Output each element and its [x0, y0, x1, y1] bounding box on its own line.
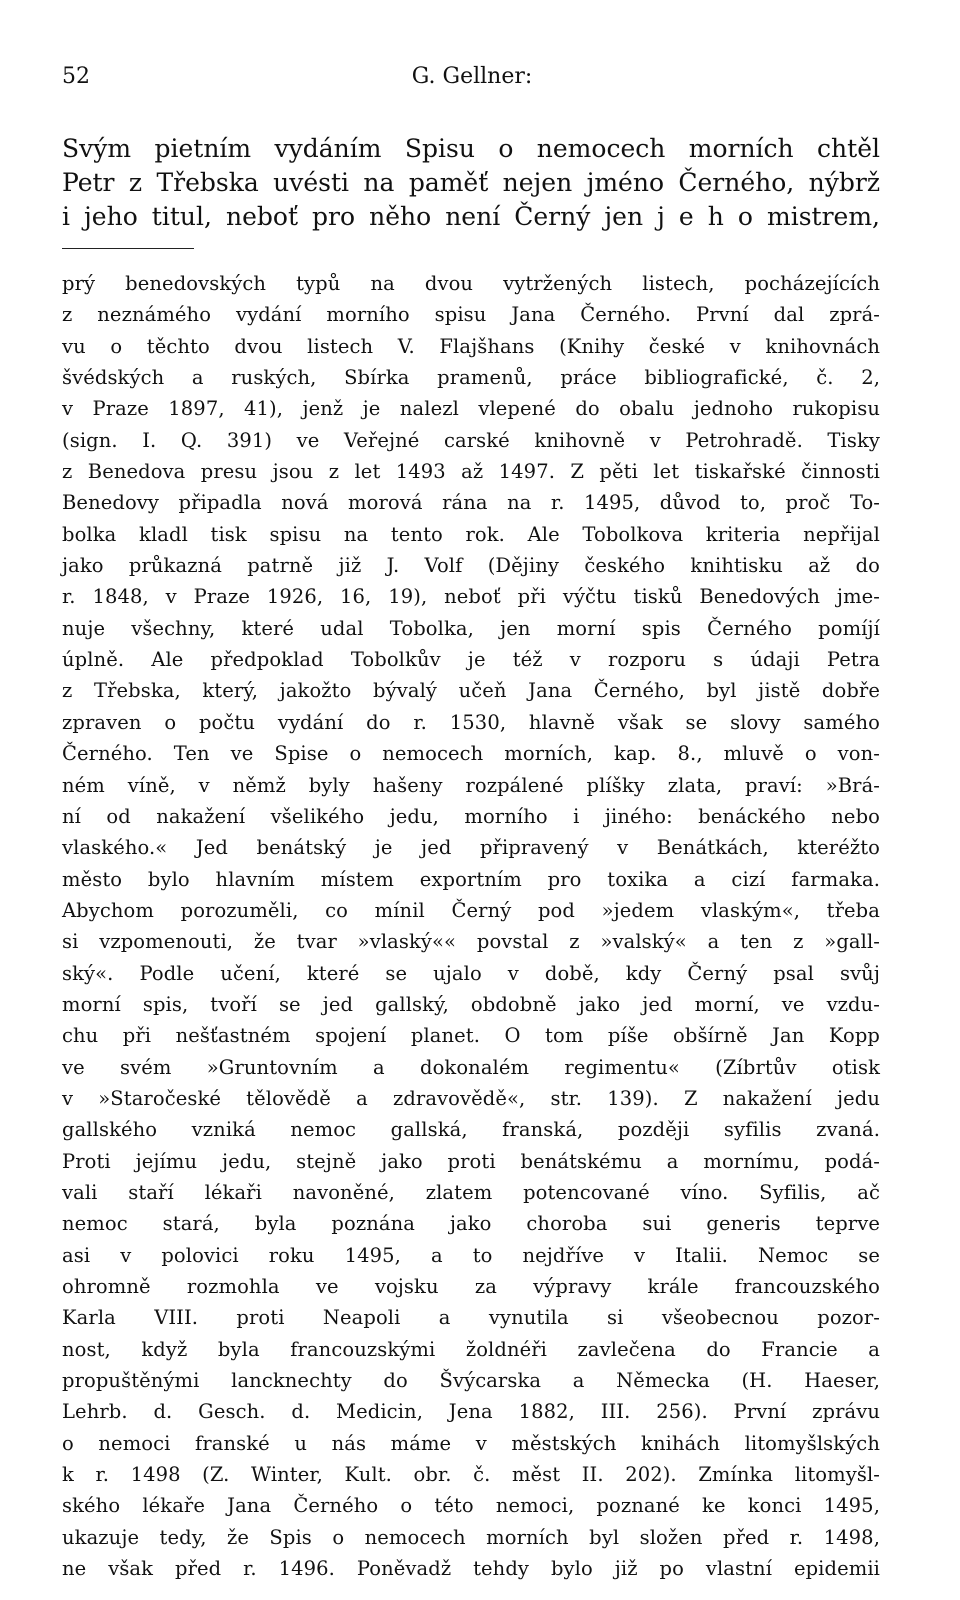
footnote-line: v Praze 1897, 41), jenž je nalezl vlepené do obalu jednoho rukopisu: [62, 397, 880, 421]
footnote-divider: [62, 248, 194, 249]
footnote-line: nemoc stará, byla poznána jako choroba sui generis teprve: [62, 1212, 880, 1236]
footnote-line: si vzpomenouti, že tvar »vlaský«« povstal z »valský« a ten z »gall-: [62, 930, 880, 954]
running-head: G. Gellner:: [411, 64, 533, 89]
main-text-line: Petr z Třebska uvésti na paměť nejen jméno Černého, nýbrž: [62, 168, 880, 197]
footnote-line: chu při nešťastném spojení planet. O tom píše obšírně Jan Kopp: [62, 1024, 880, 1048]
footnote-line: (sign. I. Q. 391) ve Veřejné carské knihovně v Petrohradě. Tisky: [62, 428, 880, 452]
footnote-line: ukazuje tedy, že Spis o nemocech morních byl složen před r. 1498,: [62, 1525, 880, 1549]
footnote-line: Karla VIII. proti Neapoli a vynutila si všeobecnou pozor-: [62, 1306, 880, 1330]
footnote-line: propuštěnými lancknechty do Švýcarska a Německa (H. Haeser,: [62, 1369, 880, 1393]
footnote-line: Lehrb. d. Gesch. d. Medicin, Jena 1882, III. 256). První zprávu: [62, 1400, 880, 1424]
footnote-line: v »Staročeské tělovědě a zdravovědě«, str. 139). Z nakažení jedu: [62, 1086, 880, 1110]
footnote-line: ném víně, v němž byly hašeny rozpálené plíšky zlata, praví: »Brá-: [62, 773, 880, 797]
footnote-line: zpraven o počtu vydání do r. 1530, hlavně však se slovy samého: [62, 710, 880, 734]
footnote-line: ne však před r. 1496. Poněvadž tehdy bylo již po vlastní epidemii: [62, 1557, 880, 1581]
page-header: [62, 62, 882, 92]
footnote-line: Abychom porozuměli, co mínil Černý pod »jedem vlaským«, třeba: [62, 898, 880, 922]
footnote-line: Černého. Ten ve Spise o nemocech morních, kap. 8., mluvě o von-: [62, 742, 880, 766]
footnote-line: asi v polovici roku 1495, a to nejdříve v Italii. Nemoc se: [62, 1243, 880, 1267]
footnote-line: k r. 1498 (Z. Winter, Kult. obr. č. měst II. 202). Zmínka litomyšl-: [62, 1463, 880, 1487]
footnote-line: o nemoci franské u nás máme v městských knihách litomyšlských: [62, 1431, 880, 1455]
footnote-line: prý benedovských typů na dvou vytržených listech, pocházejících: [62, 272, 880, 295]
footnote-line: švédských a ruských, Sbírka pramenů, práce bibliografické, č. 2,: [62, 366, 880, 390]
page-number: 52: [62, 64, 90, 89]
footnote-line: ohromně rozmohla ve vojsku za výpravy krále francouzského: [62, 1275, 880, 1298]
footnote-line: ní od nakažení všelikého jedu, morního i jiného: benáckého nebo: [62, 804, 880, 828]
footnote-line: z Třebska, který, jakožto bývalý učeň Jana Černého, byl jistě dobře: [62, 679, 880, 703]
footnote-line: ského lékaře Jana Černého o této nemoci, poznané ke konci 1495,: [62, 1494, 880, 1518]
footnote-line: bolka kladl tisk spisu na tento rok. Ale Tobolkova kriteria nepřijal: [62, 522, 880, 546]
footnote-line: ský«. Podle učení, které se ujalo v době, kdy Černý psal svůj: [62, 961, 880, 985]
main-text-line: i jeho titul, neboť pro něho není Černý jen j e h o mistrem,: [62, 202, 880, 231]
footnote-line: nost, když byla francouzskými žoldnéři zavlečena do Francie a: [62, 1337, 880, 1361]
footnote-line: jako průkazná patrně již J. Volf (Dějiny českého knihtisku až do: [62, 554, 880, 578]
footnote-block: [62, 268, 880, 1584]
footnote-line: z neznámého vydání morního spisu Jana Černého. První dal zprá-: [62, 303, 880, 327]
footnote-line: nuje všechny, které udal Tobolka, jen morní spis Černého pomíjí: [62, 616, 880, 640]
footnote-line: vali staří lékaři navoněné, zlatem potencované víno. Syfilis, ač: [62, 1180, 880, 1204]
footnote-line: z Benedova presu jsou z let 1493 až 1497. Z pěti let tiskařské činnosti: [62, 460, 880, 484]
footnote-line: úplně. Ale předpoklad Tobolkův je též v rozporu s údaji Petra: [62, 648, 880, 672]
footnote-line: morní spis, tvoří se jed gallský, obdobně jako jed morní, ve vzdu-: [62, 992, 880, 1016]
footnote-line: gallského vzniká nemoc gallská, franská, později syfilis zvaná.: [62, 1118, 880, 1142]
footnote-line: Benedovy připadla nová morová rána na r. 1495, důvod to, proč To-: [62, 491, 880, 515]
footnote-line: město bylo hlavním místem exportním pro toxika a cizí farmaka.: [62, 867, 880, 891]
footnote-line: r. 1848, v Praze 1926, 16, 19), neboť při výčtu tisků Benedových jme-: [62, 585, 880, 609]
main-text-line: Svým pietním vydáním Spisu o nemocech morních chtěl: [62, 134, 880, 163]
footnote-line: vu o těchto dvou listech V. Flajšhans (Knihy české v knihovnách: [62, 334, 880, 358]
footnote-line: Proti jejímu jedu, stejně jako proti benátskému a mornímu, podá-: [62, 1149, 880, 1173]
footnote-line: ve svém »Gruntovním a dokonalém regimentu« (Zíbrtův otisk: [62, 1055, 880, 1079]
footnote-line: vlaského.« Jed benátský je jed připravený v Benátkách, kteréžto: [62, 836, 880, 860]
main-text-block: [62, 132, 880, 234]
